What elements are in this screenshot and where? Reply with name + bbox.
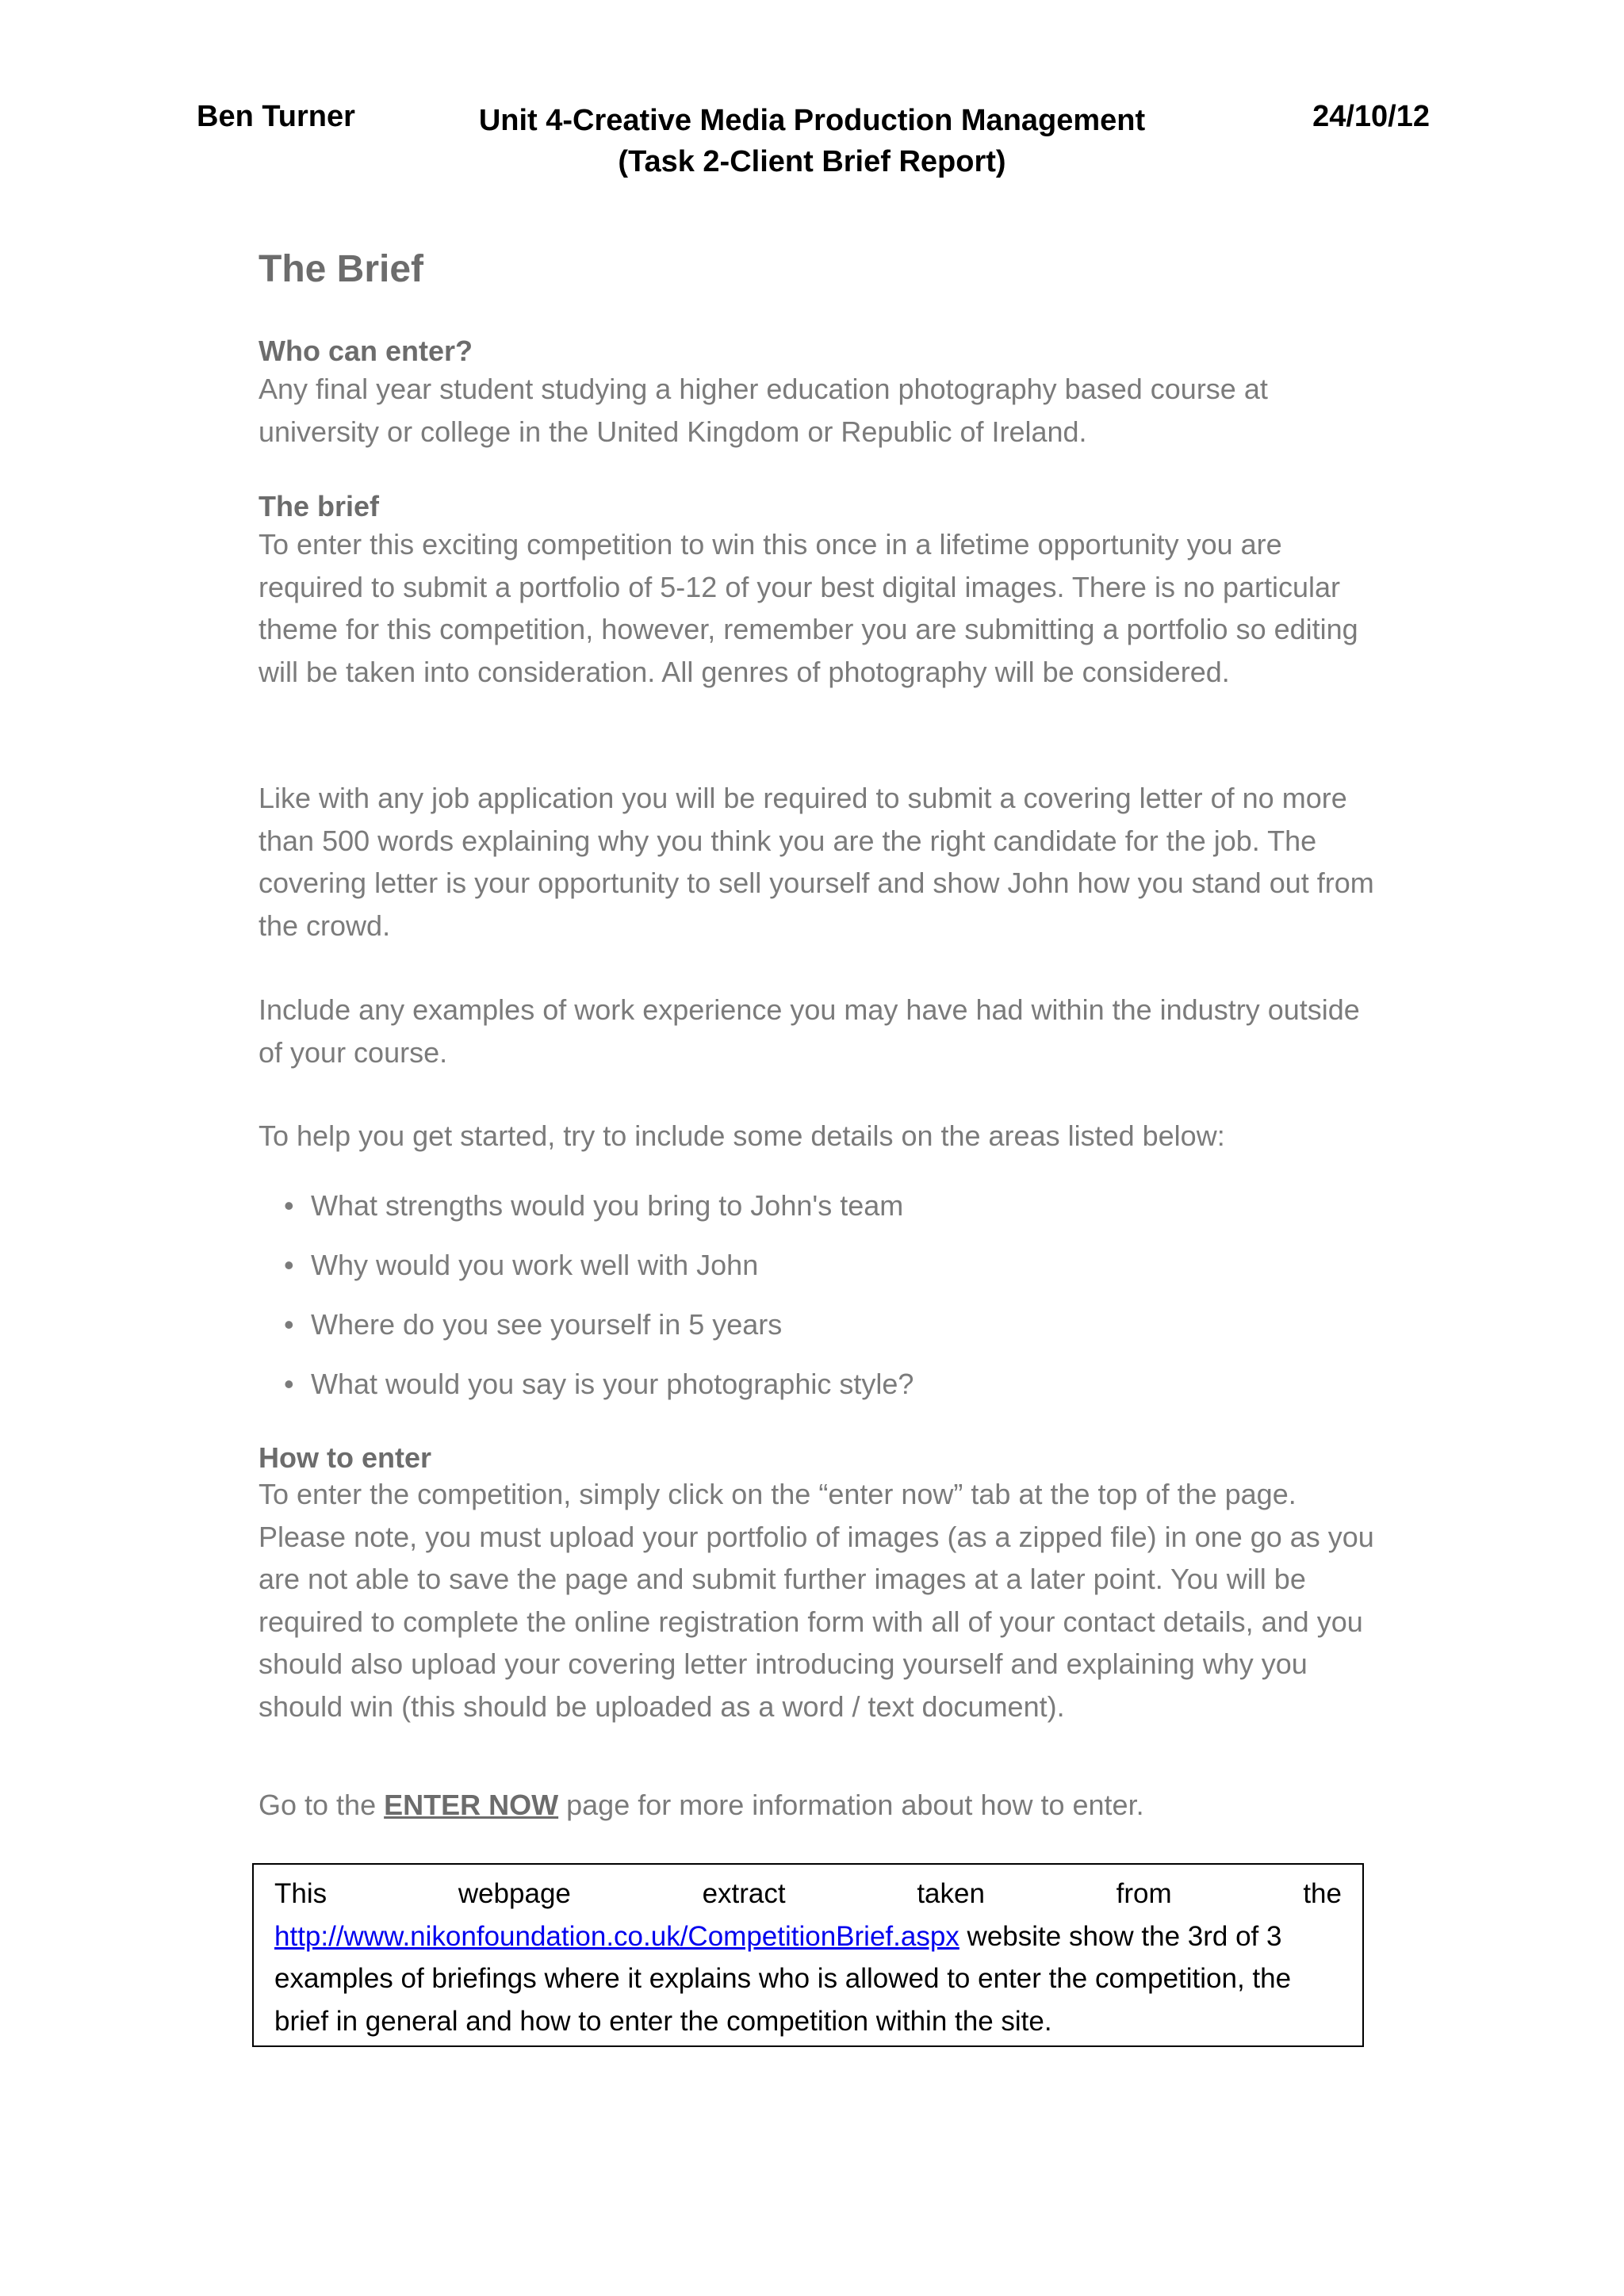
who-can-enter-text: Any final year student studying a higher education photography based course at university or college in the United Kingdom or Republic of Ireland.: [259, 373, 1268, 448]
caption-word: taken: [917, 1878, 985, 1909]
the-brief-heading: The brief: [259, 490, 380, 522]
title-line-2: (Task 2-Client Brief Report): [618, 145, 1006, 178]
brief-title: The Brief: [259, 248, 424, 290]
caption-word: This: [274, 1878, 327, 1909]
list-item: • What strengths would you bring to John's team: [284, 1188, 1315, 1247]
who-can-enter-heading: Who can enter?: [259, 335, 473, 367]
the-brief-text: To enter this exciting competition to win this once in a lifetime opportunity you are required to submit a portfolio of 5-12 of your best digital images. There is no particular theme for this competition, however, remember you are submitting a portfolio so editing will be taken into consideration. All genres of photography will be considered.: [259, 528, 1358, 688]
enter-now-link[interactable]: ENTER NOW: [384, 1789, 559, 1821]
help-text: To help you get started, try to include some details on the areas listed below:: [259, 1119, 1225, 1152]
how-to-enter-heading: How to enter: [259, 1441, 432, 1474]
caption-word: extract: [702, 1878, 786, 1909]
details-bullet-list: [284, 1188, 1315, 1425]
webpage-extract-screenshot: [238, 230, 1396, 1831]
goto-suffix: page for more information about how to enter.: [566, 1789, 1144, 1821]
work-experience-text: Include any examples of work experience you may have had within the industry outside of your course.: [259, 993, 1360, 1069]
source-url-link[interactable]: http://www.nikonfoundation.co.uk/CompetitionBrief.aspx: [274, 1920, 959, 1952]
goto-prefix: Go to the: [259, 1789, 377, 1821]
caption-text: website show the 3rd of 3 examples of briefings where it explains who is allowed to enter the competition, the brief in general and how to enter the competition within the site.: [274, 1920, 1292, 2037]
caption-body: [274, 1915, 1342, 2043]
caption-word: from: [1116, 1878, 1172, 1909]
how-to-enter-text: To enter the competition, simply click on the “enter now” tab at the top of the page. Please note, you must upload your portfolio of images (as a zipped file) in one go as you are not able to save the page and submit further images at a later point. You will be required to complete the online registration form with all of your contact details, and you should also upload your covering letter introducing yourself and explaining why you should win (this should be uploaded as a word / text document).: [259, 1478, 1374, 1723]
who-can-enter-section: [259, 333, 1385, 453]
caption-word: the: [1303, 1878, 1342, 1909]
page-header: [0, 94, 1624, 181]
the-brief-section: [259, 488, 1385, 693]
caption-first-line: [274, 1873, 1342, 1915]
list-item: • Why would you work well with John: [284, 1247, 1315, 1307]
caption-box: [252, 1863, 1364, 2047]
author-name: Ben Turner: [197, 100, 355, 133]
title-line-1: Unit 4-Creative Media Production Management: [478, 104, 1146, 137]
covering-letter-text: Like with any job application you will be required to submit a covering letter of no more than 500 words explaining why you think you are the right candidate for the job. The covering letter is your opportunity to sell yourself and show John how you stand out from the crowd.: [259, 782, 1374, 942]
go-to-enter-now-line: [259, 1784, 1385, 1827]
how-to-enter-section: [259, 1440, 1385, 1728]
caption-word: webpage: [458, 1878, 571, 1909]
list-item: • Where do you see yourself in 5 years: [284, 1307, 1315, 1366]
list-item: • What would you say is your photographic style?: [284, 1366, 1315, 1425]
document-date: 24/10/12: [1312, 100, 1430, 133]
